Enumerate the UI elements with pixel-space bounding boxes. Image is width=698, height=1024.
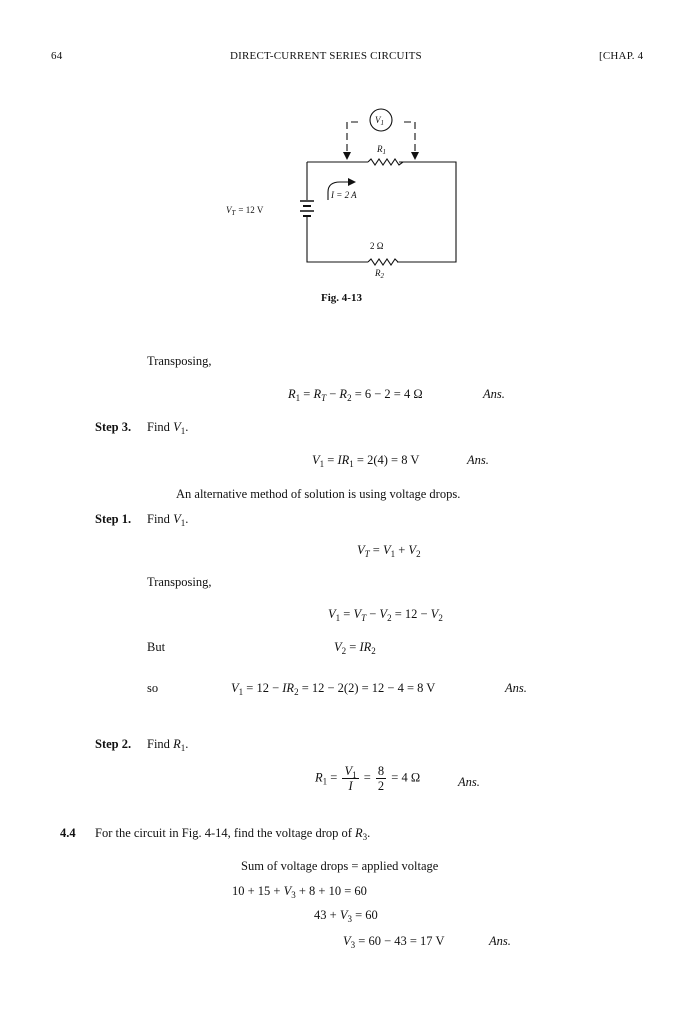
chapter-label: [CHAP. 4: [599, 50, 644, 62]
step2-text: Find $R_1$.: [147, 737, 189, 753]
equation-r1-b: $R_1$ = $\frac{V_1}{I}$ = $\frac{8}{2}$ = 4 Ω: [315, 764, 421, 793]
step3-text: Find $V_1$.: [147, 420, 189, 436]
equation-r1: $R_1 = R_T - R_2 = 6 - 2 = 4$ Ω: [288, 387, 423, 403]
equation-v1-b: $V_1 = V_T - V_2 = 12 - V_2$: [328, 607, 443, 623]
running-title: DIRECT-CURRENT SERIES CIRCUITS: [230, 50, 422, 62]
label-v1: $V_1$: [375, 115, 384, 127]
transposing-label-1: Transposing,: [147, 354, 212, 368]
equation-v2: $V_2 = IR_2$: [334, 640, 376, 656]
equation-v1: $V_1 = IR_1 = 2(4) = 8$ V: [312, 453, 420, 469]
equation-vt: $V_T = V_1 + V_2$: [357, 543, 421, 559]
fraction-v1-over-i: $\frac{V_1}{I}$: [344, 764, 357, 793]
but-label: But: [147, 640, 166, 654]
equation-v1-c: $V_1 = 12 - IR_2 = 12 - 2(2) = 12 - 4 = 8$ V: [231, 681, 436, 697]
step2-label: Step 2.: [95, 737, 132, 751]
wire-bottom-left: [307, 221, 368, 262]
sum-equation-1: $10 + 15 + V_3 + 8 + 10 = 60$: [232, 884, 367, 900]
label-r2: $R_2$: [375, 268, 384, 280]
voltmeter-lead-left: [347, 122, 358, 152]
answer-r1-b: Ans.: [458, 775, 480, 789]
label-vt: $V_T = 12$ V: [226, 205, 264, 217]
label-r2-value: 2 Ω: [370, 241, 384, 251]
transposing-label-2: Transposing,: [147, 575, 212, 589]
label-r1: $R_1$: [377, 144, 386, 156]
voltmeter-arrow-right: [411, 152, 419, 160]
answer-v1: Ans.: [467, 453, 489, 467]
answer-v3: Ans.: [489, 934, 511, 948]
fraction-8-over-2: $\frac{8}{2}$: [377, 764, 385, 793]
resistor-r1: [368, 159, 403, 165]
answer-v1-c: Ans.: [505, 681, 527, 695]
sum-equation-3: $V_3 = 60 - 43 = 17$ V: [343, 934, 445, 950]
figure-caption: Fig. 4-13: [321, 292, 362, 304]
voltmeter-lead-right: [404, 122, 415, 152]
step1-label: Step 1.: [95, 512, 132, 526]
page-number: 64: [51, 50, 63, 62]
resistor-r2: [368, 259, 398, 265]
problem-number: 4.4: [60, 826, 76, 840]
step1-text: Find $V_1$.: [147, 512, 189, 528]
current-arrowhead: [348, 178, 356, 186]
label-current: I = 2 A: [331, 190, 357, 200]
answer-r1: Ans.: [483, 387, 505, 401]
step3-label: Step 3.: [95, 420, 132, 434]
problem-text: For the circuit in Fig. 4-14, find the voltage drop of $R_3$.: [95, 826, 371, 842]
voltmeter-arrow-left: [343, 152, 351, 160]
wire-top-right: [397, 162, 456, 262]
so-label: so: [147, 681, 159, 695]
circuit-figure: [220, 96, 470, 286]
sum-statement: Sum of voltage drops = applied voltage: [241, 859, 439, 873]
sum-equation-2: $43 + V_3 = 60$: [314, 908, 378, 924]
alternative-method-text: An alternative method of solution is using voltage drops.: [176, 487, 461, 501]
